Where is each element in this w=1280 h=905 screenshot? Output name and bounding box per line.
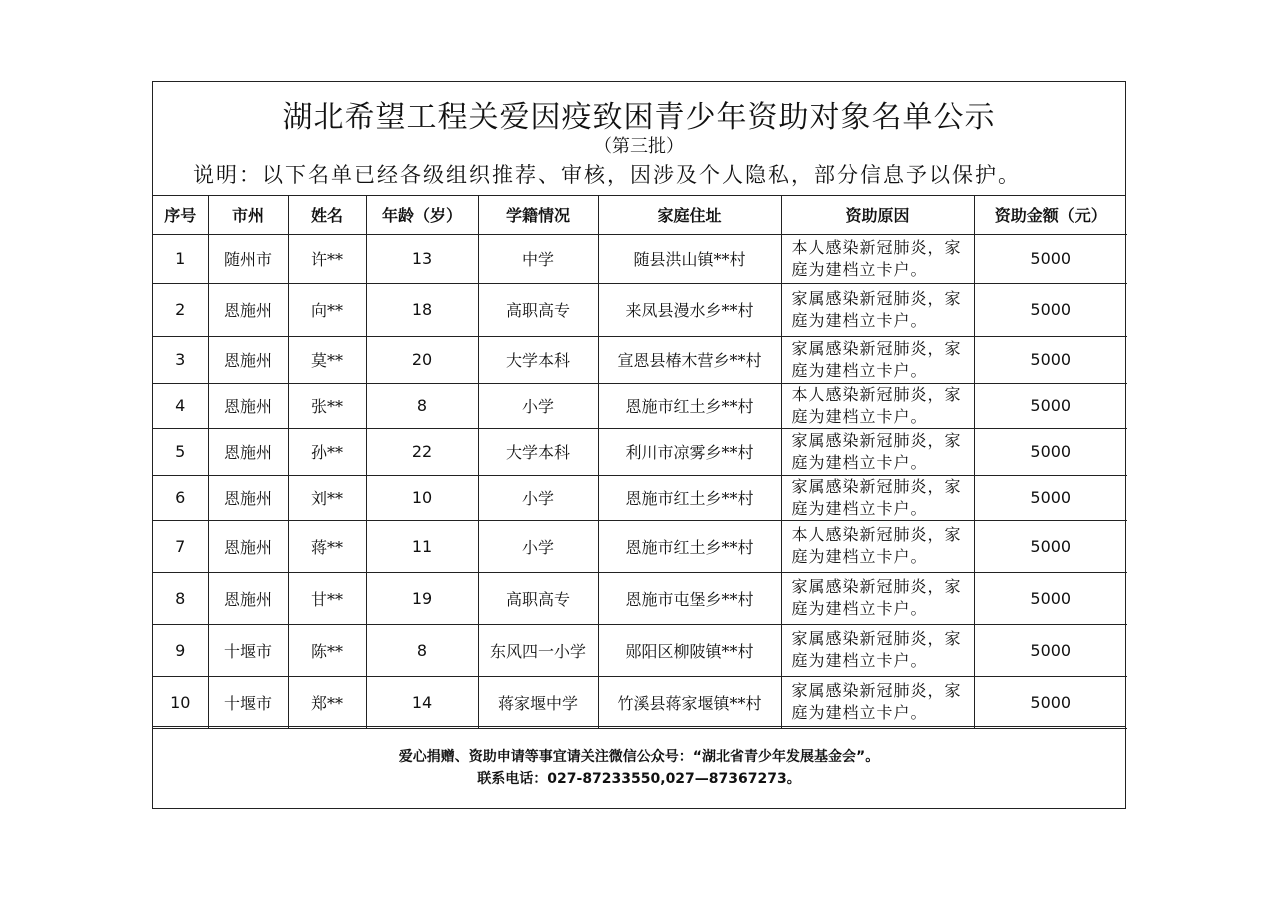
header-no: 序号 [153, 196, 208, 234]
cell-address: 利川市凉雾乡**村 [598, 428, 781, 475]
cell-age: 22 [366, 428, 478, 475]
table-header-row [153, 196, 1127, 234]
table-row [153, 234, 1127, 283]
cell-amount: 5000 [974, 336, 1127, 383]
cell-name: 郑** [288, 676, 366, 728]
table-row [153, 475, 1127, 520]
cell-age: 20 [366, 336, 478, 383]
cell-school: 小学 [478, 383, 598, 428]
cell-school: 小学 [478, 475, 598, 520]
cell-reason: 家属感染新冠肺炎，家庭为建档立卡户。 [781, 475, 974, 520]
cell-city: 恩施州 [208, 283, 288, 336]
cell-name: 孙** [288, 428, 366, 475]
cell-no: 7 [153, 520, 208, 572]
wechat-notice: 爱心捐赠、资助申请等事宜请关注微信公众号：“湖北省青少年发展基金会”。 [398, 749, 880, 765]
cell-reason: 本人感染新冠肺炎，家庭为建档立卡户。 [781, 383, 974, 428]
cell-age: 19 [366, 572, 478, 624]
cell-address: 恩施市屯堡乡**村 [598, 572, 781, 624]
cell-school: 高职高专 [478, 572, 598, 624]
cell-city: 随州市 [208, 234, 288, 283]
cell-no: 8 [153, 572, 208, 624]
cell-address: 恩施市红土乡**村 [598, 475, 781, 520]
cell-school: 大学本科 [478, 428, 598, 475]
cell-amount: 5000 [974, 475, 1127, 520]
table-row [153, 572, 1127, 624]
cell-name: 甘** [288, 572, 366, 624]
cell-amount: 5000 [974, 624, 1127, 676]
cell-reason: 本人感染新冠肺炎，家庭为建档立卡户。 [781, 234, 974, 283]
document-frame [152, 81, 1126, 809]
cell-address: 来凤县漫水乡**村 [598, 283, 781, 336]
cell-amount: 5000 [974, 572, 1127, 624]
table-row [153, 676, 1127, 728]
cell-school: 中学 [478, 234, 598, 283]
contact-footer [153, 726, 1125, 808]
cell-amount: 5000 [974, 520, 1127, 572]
cell-no: 1 [153, 234, 208, 283]
cell-reason: 家属感染新冠肺炎，家庭为建档立卡户。 [781, 572, 974, 624]
cell-reason: 家属感染新冠肺炎，家庭为建档立卡户。 [781, 283, 974, 336]
explanation-note: 说明：以下名单已经各级组织推荐、审核，因涉及个人隐私，部分信息予以保护。 [193, 163, 1021, 187]
cell-name: 莫** [288, 336, 366, 383]
cell-age: 14 [366, 676, 478, 728]
contact-phone: 联系电话：027-87233550,027—87367273。 [477, 771, 801, 787]
cell-school: 高职高专 [478, 283, 598, 336]
cell-no: 2 [153, 283, 208, 336]
table-row [153, 336, 1127, 383]
header-age: 年龄（岁） [366, 196, 478, 234]
table-row [153, 283, 1127, 336]
cell-reason: 本人感染新冠肺炎，家庭为建档立卡户。 [781, 520, 974, 572]
page-subtitle: （第三批） [594, 136, 684, 157]
page-title: 湖北希望工程关爱因疫致困青少年资助对象名单公示 [282, 100, 996, 135]
header-amount: 资助金额（元） [974, 196, 1127, 234]
cell-no: 9 [153, 624, 208, 676]
cell-no: 3 [153, 336, 208, 383]
cell-reason: 家属感染新冠肺炎，家庭为建档立卡户。 [781, 336, 974, 383]
header-reason: 资助原因 [781, 196, 974, 234]
cell-address: 郧阳区柳陂镇**村 [598, 624, 781, 676]
header-school: 学籍情况 [478, 196, 598, 234]
cell-city: 恩施州 [208, 572, 288, 624]
cell-no: 10 [153, 676, 208, 728]
cell-amount: 5000 [974, 428, 1127, 475]
cell-name: 陈** [288, 624, 366, 676]
cell-school: 蒋家堰中学 [478, 676, 598, 728]
cell-no: 4 [153, 383, 208, 428]
document-header [153, 82, 1125, 196]
header-address: 家庭住址 [598, 196, 781, 234]
cell-city: 恩施州 [208, 520, 288, 572]
cell-name: 刘** [288, 475, 366, 520]
table-row [153, 428, 1127, 475]
cell-amount: 5000 [974, 234, 1127, 283]
cell-amount: 5000 [974, 676, 1127, 728]
recipient-table [153, 196, 1127, 729]
cell-city: 恩施州 [208, 336, 288, 383]
table-row [153, 624, 1127, 676]
cell-age: 13 [366, 234, 478, 283]
cell-address: 竹溪县蒋家堰镇**村 [598, 676, 781, 728]
header-city: 市州 [208, 196, 288, 234]
cell-city: 十堰市 [208, 624, 288, 676]
cell-amount: 5000 [974, 283, 1127, 336]
header-name: 姓名 [288, 196, 366, 234]
cell-school: 小学 [478, 520, 598, 572]
cell-age: 10 [366, 475, 478, 520]
cell-address: 恩施市红土乡**村 [598, 520, 781, 572]
cell-city: 恩施州 [208, 475, 288, 520]
cell-school: 大学本科 [478, 336, 598, 383]
cell-address: 宣恩县椿木营乡**村 [598, 336, 781, 383]
cell-age: 18 [366, 283, 478, 336]
cell-amount: 5000 [974, 383, 1127, 428]
cell-name: 许** [288, 234, 366, 283]
cell-no: 5 [153, 428, 208, 475]
cell-name: 向** [288, 283, 366, 336]
cell-school: 东风四一小学 [478, 624, 598, 676]
cell-address: 恩施市红土乡**村 [598, 383, 781, 428]
table-row [153, 520, 1127, 572]
cell-reason: 家属感染新冠肺炎，家庭为建档立卡户。 [781, 676, 974, 728]
table-row [153, 383, 1127, 428]
cell-reason: 家属感染新冠肺炎，家庭为建档立卡户。 [781, 624, 974, 676]
cell-address: 随县洪山镇**村 [598, 234, 781, 283]
cell-city: 恩施州 [208, 383, 288, 428]
cell-city: 十堰市 [208, 676, 288, 728]
cell-no: 6 [153, 475, 208, 520]
cell-age: 11 [366, 520, 478, 572]
cell-name: 张** [288, 383, 366, 428]
cell-name: 蒋** [288, 520, 366, 572]
cell-reason: 家属感染新冠肺炎，家庭为建档立卡户。 [781, 428, 974, 475]
cell-age: 8 [366, 624, 478, 676]
cell-age: 8 [366, 383, 478, 428]
cell-city: 恩施州 [208, 428, 288, 475]
